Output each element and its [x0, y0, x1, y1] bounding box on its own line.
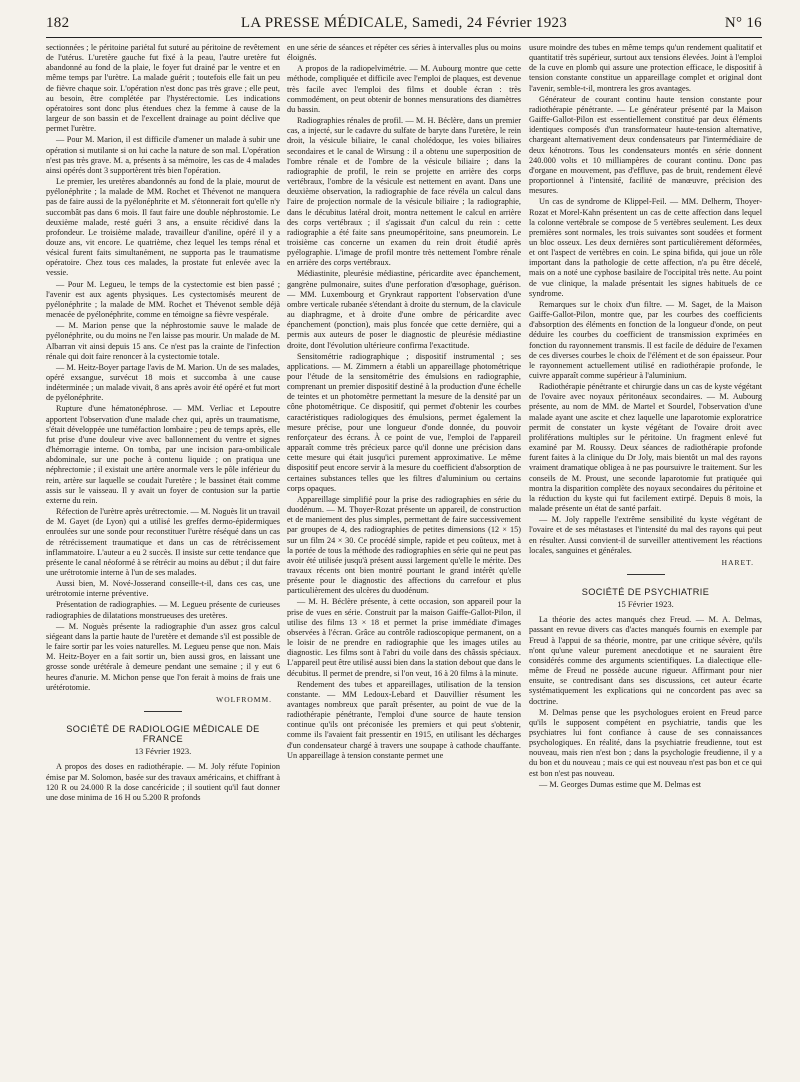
paragraph: — M. Marion pense que la néphrostomie sauve le malade de pyélonéphrite, ou du moins ne l'en laisse pas mourir. Un malade de M. Albarran vit ainsi depuis 15 ans. Ce n'est pas la crainte de l'infection rénale qui doit faire renoncer à la cystectomie totale.	[46, 321, 280, 361]
paragraph-mediastinite: Médiastinite, pleurésie médiastine, péricardite avec épanchement, gangrène pulmonaire, suites d'une perforation d'œsophage, guérison. — MM. Luxembourg et Grynkraut rapportent l'observation d'une ombre verticale rubanée s'étendant à droite du sternum, de la clavicule au diaphragme, et à droite d'une ombre de péricardite avec épanchement (ponction), mais plus foncée que cette dernière, qui a permis aux auteurs de poser le diagnostic de pleurésie médiastine droite, dont l'évolution ultérieure confirma l'exactitude.	[287, 269, 521, 350]
column-middle	[287, 43, 521, 1073]
paragraph: sectionnées ; le péritoine pariétal fut suturé au péritoine de revêtement de l'utérus. L'uretère gauche fut fixé à la peau, l'autre uretère fut abandonné au fond de la plaie, le foyer fut drainé par le ventre et en même temps par l'urètre. La malade guérit ; toutefois elle fait un peu de fièvre chaque soir. L'opération n'est donc pas très grave ; elle peut, au besoin, être complétée par l'hystérectomie. Les indications opératoires sont donc plus étendues chez la femme à cause de la largeur de son bassin et de l'excellent drainage au point déclive que permet l'urètre.	[46, 43, 280, 134]
paragraph: M. Delmas pense que les psychologues eroient en Freud parce qu'ils le supposent compétent en psychiatrie, tandis que les psychiatres lui font confiance à cause de ses connaissances psychologiques. En réalité, dans la psychiatrie freudienne, tout est nouveau, mais rien n'est bon ; dans la psychologie freudienne, il y a du bon et du nouveau ; mais ce qui est nouveau n'est pas bon et ce qui est bon n'est pas nouveau.	[529, 707, 762, 778]
page-number: 182	[46, 15, 70, 31]
paragraph: Le premier, les uretères abandonnés au fond de la plaie, mourut de pyélonéphrite ; la malade de MM. Rochet et Thévenot ne manquera pas de faire aussi de la pyélonéphrite et M. s'étonnerait fort qu'elle n'y succombât pas dans 6 mois. Il faut faire une double néphrostomie. Le deuxième malade, resté guéri 3 ans, a ensuite récidivé dans la profondeur. Le troisième malade, travailleur d'aniline, opéré il y a douze ans, vit encore. Le quatrième, chez lequel les temps rénal et vésical furent faits simultanément, ne supporta pas le traumatisme opératoire. Chez tous ces malades, la prostate fut enlevée avec la vessie.	[46, 177, 280, 278]
page-header	[46, 14, 762, 34]
paragraph: — Pour M. Marion, il est difficile d'amener un malade à subir une opération si mutilante si on lui cache la nature de son mal. L'opération n'est pas très grave. M. a, présents à sa mémoire, les cas de 4 malades ainsi opérés dont 3 supportèrent très bien l'opération.	[46, 135, 280, 175]
issue-number: N° 16	[724, 15, 762, 31]
signature-wolfromm: WOLFROMM.	[216, 694, 272, 704]
paragraph-kyste-ovaire: Radiothérapie pénétrante et chirurgie dans un cas de kyste végétant de l'ovaire avec noyaux péritonéaux secondaires. — M. Aubourg présente, au nom de MM. de Martel et Sourdel, l'observation d'une malade ayant une ascite et chez laquelle une laparotomie exploratrice permit de constater un kyste végétant de l'ovaire droit avec proliférations multiples sur le péritoine. Un fragment enlevé fut examiné par M. Roussy. Deux séances de radiothérapie profonde furent faites à la clinique du Dr Joly, mais bientôt un mal des rayons vraiment dramatique obligea à ne pas poursuivre le traitement. Sur les conseils de M. Proust, une seconde laparotomie fut pratiquée qui montra la disparition complète des noyaux secondaires du péritoine et la réduction du kyste qui fut facilement extirpé. Depuis 8 mois, la malade présente un état de santé parfait.	[529, 382, 762, 514]
signature-haret: HARET.	[721, 557, 754, 567]
paragraph: — M. Georges Dumas estime que M. Delmas est	[539, 779, 702, 789]
paragraph-radiographies-renales: Radiographies rénales de profil. — M. H. Béclère, dans un premier cas, a injecté, sur le cadavre du sulfate de baryte dans l'uretère, le rein droit, la vésicule biliaire, le canal cholédoque, les voies biliaires secondaires et le canal de Wirsung : il a obtenu une superposition de l'ombre rénale et de l'ombre de la vésicule biliaire ; dans la radiographie de profil, le rein se projette en arrière des corps vertébraux, l'ombre de la vésicule est nettement en avant. Dans une deuxième observation, la radiographie de face révéla un calcul dans l'aire de projection normale de la vésicule biliaire ; la radiographie, dans le décubitus latéral droit, montra nettement le calcul en arrière des corps vertébraux ; il s'agissait d'un calcul du rein : cette radiographie a été faite sans pneumopéritoine, sans pneumorein. Le troisième cas concerne un examen du rein droit étudié après pyélographie. L'image de profil montre très nettement l'ombre rénale en arrière des corps vertébraux.	[287, 116, 521, 268]
paragraph-klippel-feil: Un cas de syndrome de Klippel-Feil. — MM. Delherm, Thoyer-Rozat et Morel-Kahn présentent un cas de cette affection dans lequel la colonne vertébrale se compose de 5 vertèbres seulement. Les deux premières sont normales, les trois suivantes sont soudées et forment un bloc osseux. Les deux dernières sont particulièrement déformées, et ont l'aspect de vertèbres en coin. Le spina bifida, qui joue un rôle important dans la pathologie de cette affection, n'a pu être décelé, mais on a noté une cyphose basilaire de l'occipital très nette. Au point de vue clinique, la malade présentait les signes habituels de ce syndrome.	[529, 197, 762, 298]
column-right	[529, 43, 762, 1073]
section-date: 13 Février 1923.	[134, 746, 192, 757]
header-rule	[46, 37, 762, 38]
paragraph-presentation-radiographies: Présentation de radiographies. — M. Legueu présente de curieuses radiographies de dilatations monstrueuses des uretères.	[46, 600, 280, 620]
paragraph: en une série de séances et répéter ces séries à intervalles plus ou moins éloignés.	[287, 43, 521, 63]
section-divider	[144, 711, 182, 712]
paragraph: — M. H. Béclère présente, à cette occasion, son appareil pour la prise de vues en série. Construit par la maison Gaiffe-Gallot-Pilon, il utilise des films 13 × 18 et permet la prise immédiate d'images observées à l'écran. Grâce au contrôle radioscopique permanent, on a le loisir de ne prendre en radiographie que les images utiles au diagnostic. Les films sont à l'abri du voile dans des châssis spéciaux. L'appareil peut être utilisé aussi bien dans la station debout que dans le décubitus. Il permet de prendre, si l'on veut, 16 à 20 films à la minute.	[287, 597, 521, 678]
paragraph: — M. Noguès présente la radiographie d'un assez gros calcul siégeant dans la partie haute de l'uretère et demande s'il est possible de le faire sortir par les voies naturelles. M. Legueu pense que non. Mais M. Heitz-Boyer en a fait sortir un, bien aussi gros, en laissant une grosse sonde urétérale à demeure pendant une semaine ; il y eut 6 heures d'anurie. M. Michon pense que l'on ferait à moins de frais une urétérotomie.	[46, 621, 280, 692]
paragraph-choix-filtre: Remarques sur le choix d'un filtre. — M. Saget, de la Maison Gaiffe-Gallot-Pilon, montre que, par les courbes des coefficients d'absorption des éléments en fonction de la longueur d'onde, on peut déduire les courbes du coefficient de transmission exprimées en fonction du rayonnement transmis. Il est facile de déduire de l'examen de ces diverses courbes le choix de l'élément et de son épaisseur. Pour le rayonnement actuellement utilisé en radiothérapie profonde, le cuivre apparaît comme supérieur à l'aluminium.	[529, 299, 762, 380]
paragraph-appareillage-duodenum: Appareillage simplifié pour la prise des radiographies en série du duodénum. — M. Thoyer-Rozat présente un appareil, de construction et de maniement des plus simples, permettant de faire successivement par groupes de 4, des radiographies de petites dimensions (12 × 15) sur un film 24 × 30. Ce procédé simple, rapide et peu coûteux, met à la portée de tous la méthode des radiographies en série qui ne peut pas avoir été utilisée jusqu'à présent aussi largement qu'elle le mérite. Des travaux récents ont bien montré pourtant le grand intérêt qu'elle présente pour le diagnostic des affections du carrefour et plus particulièrement des ulcères du duodénum.	[287, 494, 521, 596]
paragraph: usure moindre des tubes en même temps qu'un rendement qualitatif et quantitatif très supérieur, surtout aux tensions élevées. Joint à l'emploi de la cuve en plomb qui assure une protection efficace, le dispositif à tension constante constitue un appareillage complet et original dont l'avenir, semble-t-il, montrera les gros avantages.	[529, 43, 762, 93]
paragraph-refection-uretre: Réfection de l'urètre après urétrectomie. — M. Noguès lit un travail de M. Gayet (de Lyon) qui a utilisé les greffes dermo-épidermiques enroulées sur une sonde pour reconstituer l'urètre réséqué dans un cas de rétrécissement traumatique et dans un cas de rétrécissement inflammatoire. L'auteur a eu 2 succès. Il insiste sur cette tendance que présente le canal néoformé à se rétrécir au moins au début ; il dut faire une urétrotomie interne à l'un de ses malades.	[46, 507, 280, 577]
paragraph-sensitometrie: Sensitométrie radiographique ; dispositif instrumental ; ses applications. — M. Zimmern a établi un appareillage photométrique pour l'étude de la sensitométrie des émulsions en radiographie, comprenant un premier dispositif destiné à la production d'une échelle de teintes et un photomètre permettant la mesure de la densité par un cône photométrique. Ce dispositif, qui permet d'obtenir les courbes caractéristiques radiologiques des émulsions, permet également la mesure précise, pour une longueur d'onde donnée, du pouvoir renforçateur des écrans. À ce point de vue, l'emploi de l'appareil apparaît comme très précieux parce qu'il donne une précision dans cette mesure qui était jusqu'ici purement approximative. Le même dispositif peut encore servir à la mesure du coefficient d'absorption de certaines substances telles que les filtres d'aluminium ou certains corps opaques.	[287, 351, 521, 493]
column-left	[46, 43, 280, 1073]
paragraph: Aussi bien, M. Nové-Josserand conseille-t-il, dans ces cas, une urétrotomie interne préventive.	[46, 579, 280, 599]
section-title-psychiatrie: SOCIÉTÉ DE PSYCHIATRIE	[581, 586, 710, 597]
paragraph-radiopelvimetrie: A propos de la radiopelvimétrie. — M. Aubourg montre que cette méthode, compliquée et difficile avec l'emploi de plaques, est devenue très facile avec l'emploi des films et double écran : très commodément, on peut obtenir de bonnes mensurations des diamètres du bassin.	[287, 64, 521, 114]
paragraph-rendement-tubes: Rendement des tubes et appareillages, utilisation de la tension constante. — MM Ledoux-Lebard et Dauvillier résument les avantages nombreux que paraît présenter, au point de vue de la radiothérapie pénétrante, l'emploi d'une source de haute tension continue qu'ils ont préconisée les premiers et qui peut s'obtenir, comme ils l'avaient fait pressentir en 1915, en utilisant les décharges d'un condensateur chargé à travers une soupape à cathode chauffante. Un appareillage à tension constante permet une	[287, 679, 521, 760]
section-date: 15 Février 1923.	[617, 599, 674, 610]
paragraph: — M. Joly rappelle l'extrême sensibilité du kyste végétant de l'ovaire et de ses métastases et l'intensité du mal des rayons qui peut en résulter. Aussi convient-il de surveiller attentivement les réactions locales, sanguines et générales.	[529, 515, 762, 555]
paragraph-actes-manques: La théorie des actes manqués chez Freud. — M. A. Delmas, passant en revue divers cas d'actes manqués fournis en exemple par Freud à l'appui de sa théorie, montre, par une critique sévère, qu'ils n'ont qu'une valeur purement anecdotique et ne sauraient être considérés comme des arguments scientifiques. La dialectique elle-même de Freud ne possède aucune rigueur. Affirmant pour nier ensuite, se contredisant dans ses discussions, cet auteur écarte systématiquement les explications qui ne concordent pas avec sa doctrine.	[529, 615, 762, 706]
paragraph-rupture-hematonephrose: Rupture d'une hématonéphrose. — MM. Verliac et Lepoutre apportent l'observation d'une malade chez qui, après un traumatisme, s'était développée une tuméfaction lombaire ; peu de temps après, elle fut prise d'une douleur vive avec ballonnement du ventre et signes d'hémorragie interne. On tomba, par une incision para-ombilicale abdominale, sur une poche à contenu liquide ; on pratiqua une néphrectomie ; il existait une artère anormale vers le pôle inférieur du rein, artère sur laquelle se coudait l'uretère ; le bassinet était comme assis sur le vaisseau. Il y avait un foyer de contusion sur la partie externe du rein.	[46, 404, 280, 505]
section-divider	[627, 574, 665, 575]
paragraph-doses-radiotherapie: A propos des doses en radiothérapie. — M. Joly réfute l'opinion émise par M. Solomon, basée sur des travaux américains, et chiffrant à 120 R ou 24.000 R la dose cancéricide ; il soutient qu'il faut donner une dose minima de 16 H ou 5.200 R profonds	[46, 762, 280, 802]
paragraph: — Pour M. Legueu, le temps de la cystectomie est bien passé ; l'avenir est aux agents physiques. Les cystectomisés meurent de pyélonéphrite ; la malade de MM. Rochet et Thévenot semble déjà menacée de pyélonéphrite, comme en témoigne sa fièvre vespérale.	[46, 279, 280, 320]
paragraph: — M. Heitz-Boyer partage l'avis de M. Marion. Un de ses malades, opéré exsangue, survécut 18 mois et succomba à une cause indéterminée ; un malade vivait, 8 ans après avoir été opéré et fut mort de pyélonéphrite.	[46, 362, 280, 403]
publication-title: LA PRESSE MÉDICALE, Samedi, 24 Février 1923	[240, 15, 568, 31]
section-title-radiologie: SOCIÉTÉ DE RADIOLOGIE MÉDICALE DE FRANCE	[66, 724, 260, 745]
paragraph-generateur: Générateur de courant continu haute tension constante pour radiothérapie pénétrante. — Le générateur présenté par la Maison Gaiffe-Gallot-Pilon est essentiellement constitué par deux éléments identiques composés d'un transformateur haute-tension alternative, chargeant alternativement deux condensateurs par l'intermédiaire de deux kénotrons. Tous les condensateurs montés en série donnent 240.000 volts et 10 milliampères de courant continu. Donc pas d'organe en mouvement, pas d'effluve, pas de bruit, rendement élevé proportionnel à l'intensité, facilité de manœuvre, précision des mesures.	[529, 94, 762, 196]
